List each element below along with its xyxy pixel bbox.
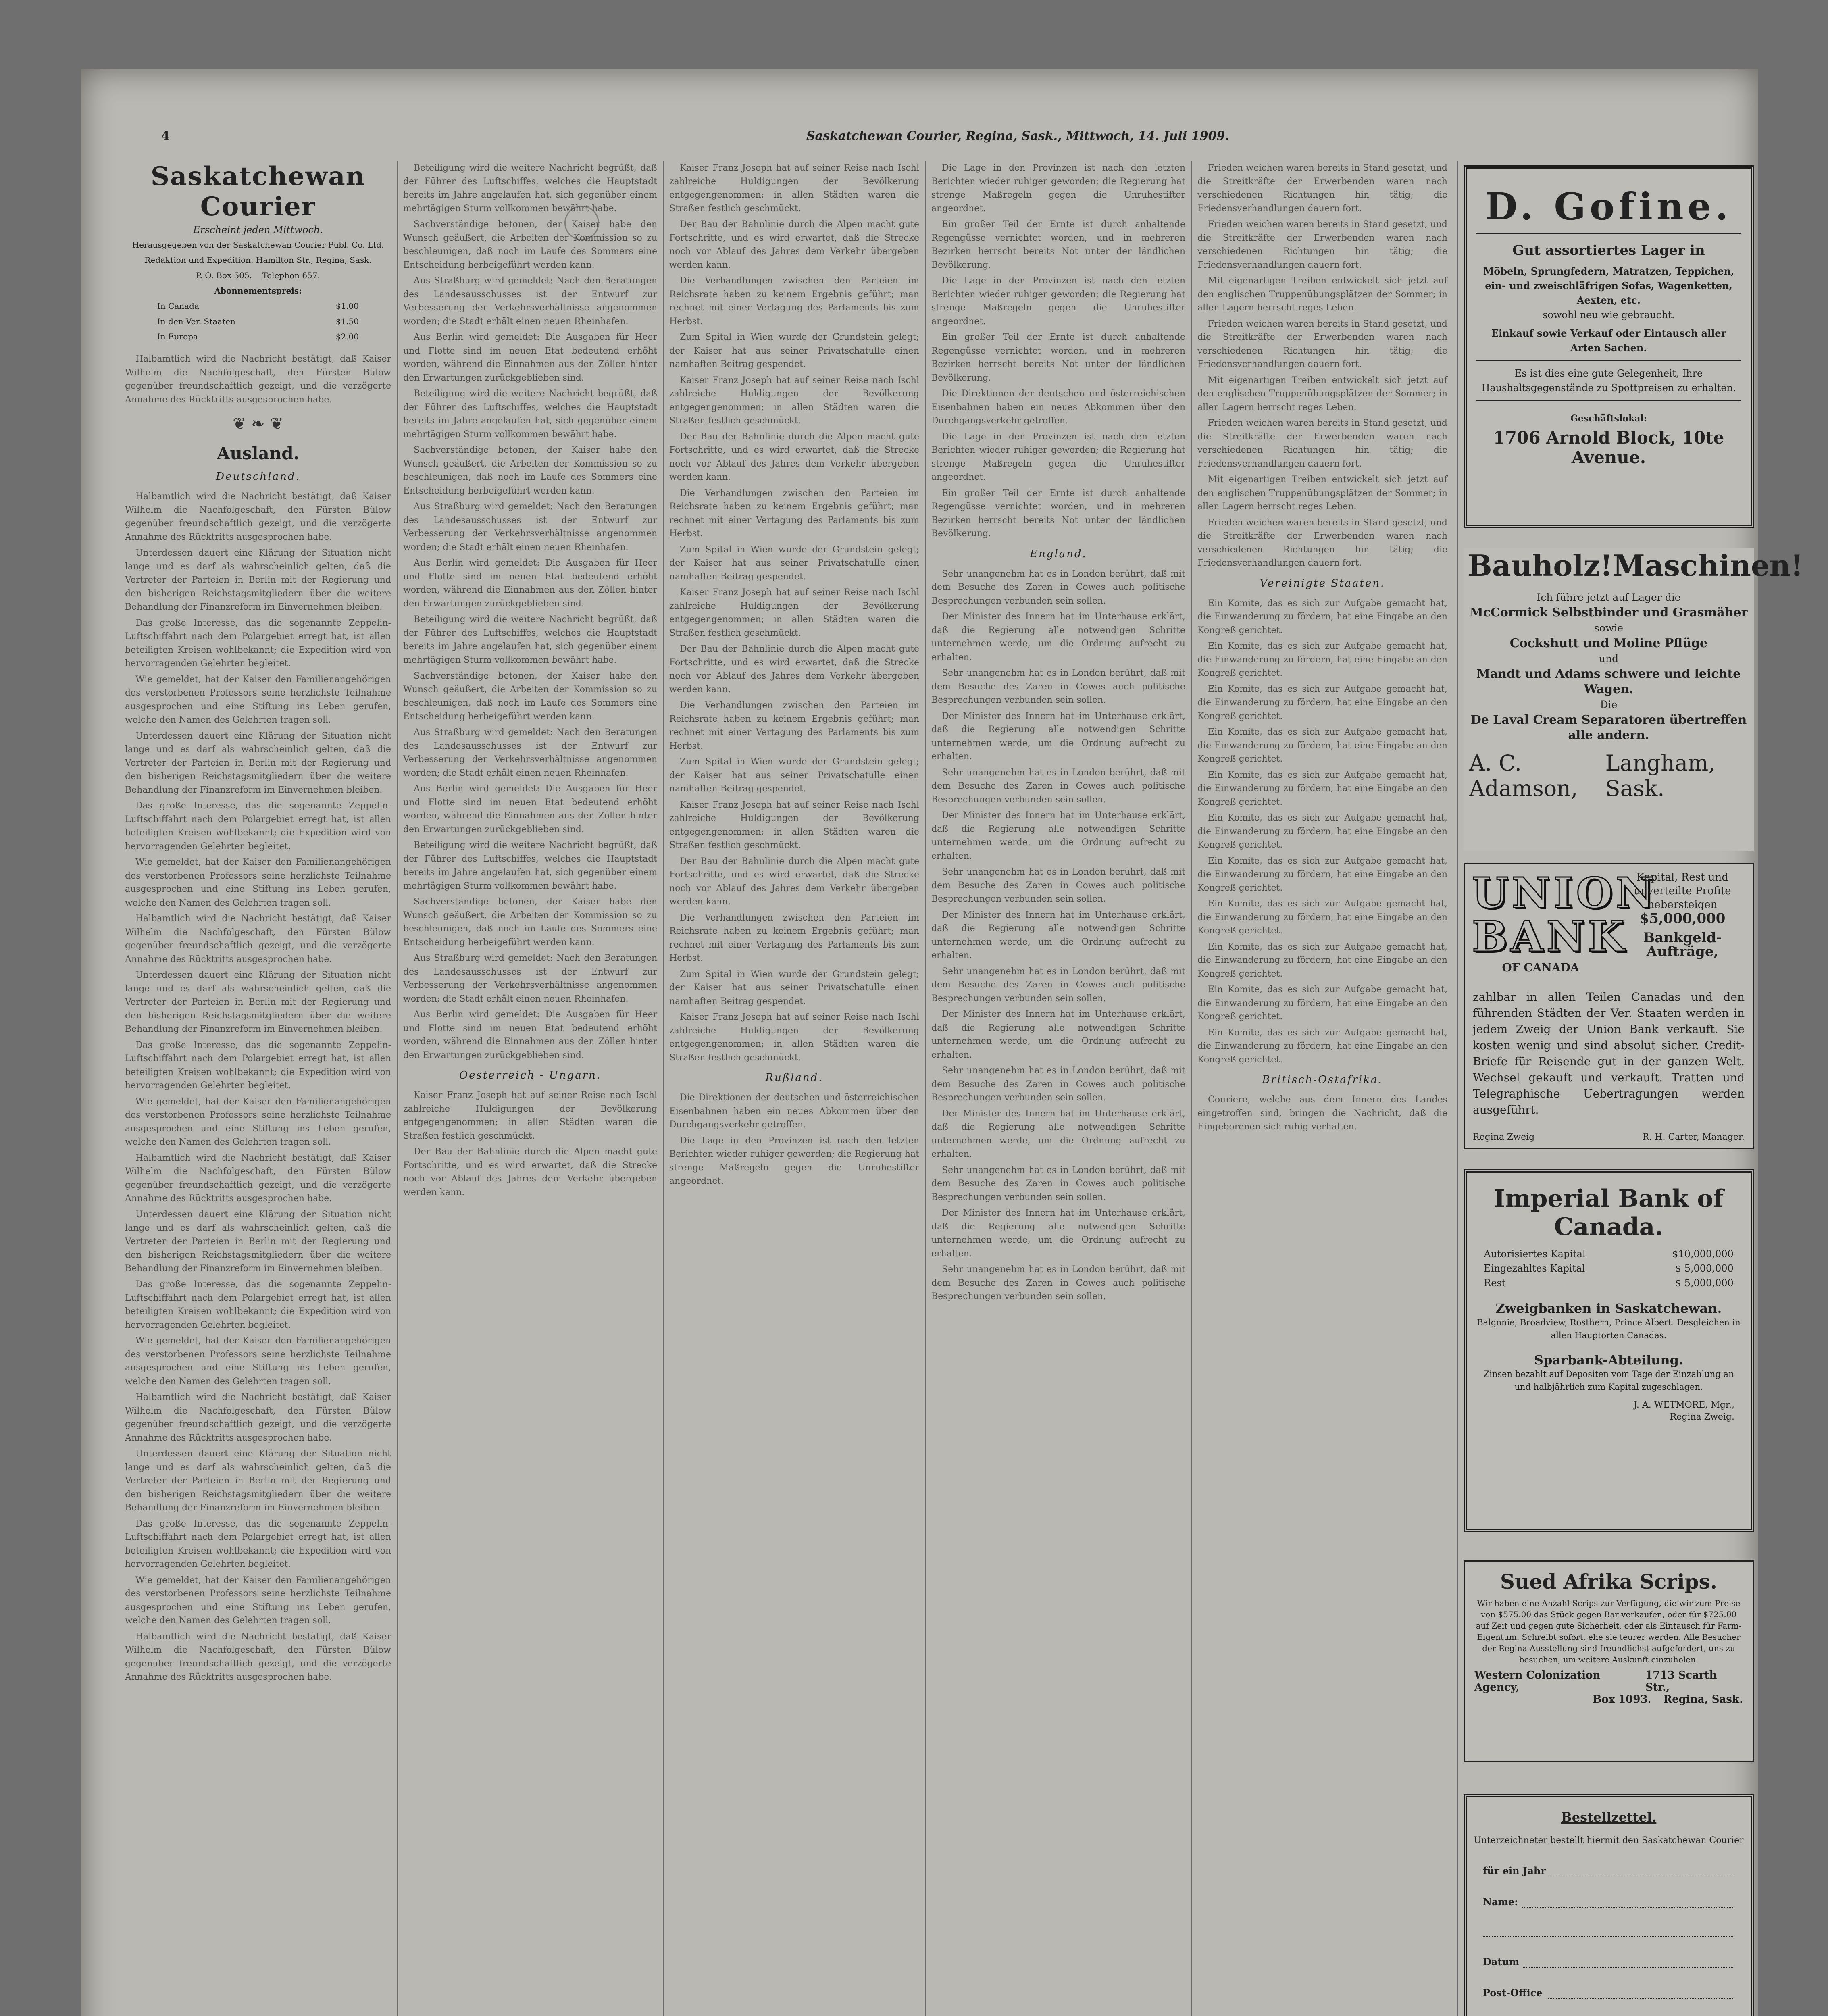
sued-address: 1713 Scarth Str., [1645, 1669, 1717, 1693]
article-paragraph: Sehr unangenehm hat es in London berührt, daß mit dem Besuche des Zaren in Cowes auch politische Besprechungen verbunden sein sollen. [931, 1165, 1185, 1202]
article-oesterreich [403, 1089, 657, 1199]
article-paragraph: Ein Komite, das es sich zur Aufgabe gemacht hat, die Einwanderung zu fördern, hat eine Eingabe an den Kongreß gerichtet. [1197, 899, 1447, 936]
union-bank-word: UNION [1472, 868, 1658, 918]
article-paragraph: Wie gemeldet, hat der Kaiser den Familienangehörigen des verstorbenen Professors seine herzlichste Teilnahme ausgesprochen und eine Stiftung ins Leben gerufen, welche den Namen des Gelehrten tragen soll. [125, 1336, 391, 1387]
table-row [1484, 1247, 1734, 1261]
article-paragraph: Sachverständige betonen, der Kaiser habe den Wunsch geäußert, die Arbeiten der Kommission so zu beschleunigen, daß noch im Laufe des Sommers eine Entscheidung herbeigeführt werden kann. [403, 445, 657, 496]
ad-bauholz-left: Bauholz! [1468, 548, 1613, 583]
imperial-savings: Zinsen bezahlt auf Depositen vom Tage der Einzahlung an und halbjährlich zum Kapital zugeschlagen. [1483, 1369, 1734, 1392]
bestellzettel-form [1464, 1794, 1754, 2016]
ad-gofine-note: Es ist dies eine gute Gelegenheit, Ihre Haushaltsgegenstände zu Spottpreisen zu erhalten. [1481, 368, 1736, 394]
article-paragraph: Der Minister des Innern hat im Unterhause erklärt, daß die Regierung alle notwendigen Schritte unternehmen werde, um die Ordnung aufrecht zu erhalten. [931, 612, 1185, 662]
article-paragraph: Kaiser Franz Joseph hat auf seiner Reise nach Ischl zahlreiche Huldigungen der Bevölkerung entgegengenommen; in allen Städten waren die Straßen festlich geschmückt. [669, 1012, 919, 1063]
article-paragraph: Ein Komite, das es sich zur Aufgabe gemacht hat, die Einwanderung zu fördern, hat eine Eingabe an den Kongreß gerichtet. [1197, 856, 1447, 893]
section-england: England. [1030, 548, 1087, 560]
bestell-intro: Unterzeichneter bestellt hiermit den Saskatchewan Courier [1474, 1835, 1744, 1845]
section-vereinigte-staaten: Vereinigte Staaten. [1260, 577, 1385, 589]
article-column-4 [931, 161, 1185, 541]
article-paragraph: Mit eigenartigen Treiben entwickelt sich jetzt auf den englischen Truppenübungsplätzen der Sommer; in allen Lagern herrscht reges Leben. [1197, 475, 1447, 512]
article-paragraph: Die Verhandlungen zwischen den Parteien im Reichsrate haben zu keinem Ergebnis geführt; man rechnet mit einer Vertagung des Parlaments bis zum Herbst. [669, 912, 919, 963]
bestell-title: Bestellzettel. [1561, 1810, 1657, 1825]
subscription-row [125, 315, 391, 327]
imperial-branches-title: Zweigbanken in Saskatchewan. [1495, 1301, 1722, 1316]
union-bank-heading: Bankgeld-Aufträge, [1643, 930, 1722, 960]
bestell-field-label: Datum [1483, 1956, 1520, 1968]
union-bank-signature [1473, 1132, 1745, 1142]
ad-union-bank [1464, 863, 1754, 1149]
bestell-field [1483, 1927, 1734, 1937]
article-paragraph: Das große Interesse, das die sogenannte Zeppelin-Luftschiffahrt nach dem Polargebiet erregt hat, ist allen beteiligten Kreisen wohlbekannt; die Expedition wird von hervorragenden Gelehrten begleitet. [125, 618, 391, 669]
column-rule [925, 161, 926, 2016]
article-column-2 [403, 161, 657, 1062]
article-paragraph: Sachverständige betonen, der Kaiser habe den Wunsch geäußert, die Arbeiten der Kommission so zu beschleunigen, daß noch im Laufe des Sommers eine Entscheidung herbeigeführt werden kann. [403, 897, 657, 948]
subscription-price: $2.00 [335, 332, 359, 342]
section-russland: Rußland. [765, 1072, 823, 1084]
subscription-region: In Canada [157, 301, 199, 311]
running-head [161, 129, 1677, 153]
article-paragraph: Das große Interesse, das die sogenannte Zeppelin-Luftschiffahrt nach dem Polargebiet erregt hat, ist allen beteiligten Kreisen wohlbekannt; die Expedition wird von hervorragenden Gelehrten begleitet. [125, 1040, 391, 1091]
newspaper-page [81, 69, 1803, 2016]
article-paragraph: Sachverständige betonen, der Kaiser habe den Wunsch geäußert, die Arbeiten der Kommission so zu beschleunigen, daß noch im Laufe des Sommers eine Entscheidung herbeigeführt werden kann. [403, 219, 657, 270]
article-england [931, 567, 1185, 1304]
article-paragraph: Ein Komite, das es sich zur Aufgabe gemacht hat, die Einwanderung zu fördern, hat eine Eingabe an den Kongreß gerichtet. [1197, 941, 1447, 979]
article-paragraph: Kaiser Franz Joseph hat auf seiner Reise nach Ischl zahlreiche Huldigungen der Bevölkerung entgegengenommen; in allen Städten waren die Straßen festlich geschmückt. [669, 800, 919, 850]
imperial-branches: Balgonie, Broadview, Rosthern, Prince Albert. Desgleichen in allen Hauptorten Canadas. [1477, 1318, 1741, 1340]
column-1 [125, 161, 391, 2016]
sued-body: Wir haben eine Anzahl Scrips zur Verfügung, die wir zum Preise von $575.00 das Stück gegen Bar verkaufen, oder für $725.00 auf Zeit und gegen gute Sicherheit, oder als Eintausch für Farm-Eigentum. Schreibt sofort, ehe sie teurer werden. Alle Besucher der Regina Ausstellung sind freundlichst aufgefordert, uns zu besuchen, um weitere Auskunft einzuholen. [1476, 1598, 1742, 1664]
article-paragraph: Das große Interesse, das die sogenannte Zeppelin-Luftschiffahrt nach dem Polargebiet erregt hat, ist allen beteiligten Kreisen wohlbekannt; die Expedition wird von hervorragenden Gelehrten begleitet. [125, 801, 391, 852]
ad-bauholz-line: Mandt und Adams schwere und leichte Wagen. [1476, 667, 1741, 696]
bestell-field-label: Name: [1483, 1896, 1518, 1908]
article-paragraph: Frieden weichen waren bereits in Stand gesetzt, und die Streitkräfte der Erwerbenden waren nach verschiedenen Richtungen hin tätig; die Friedensverhandlungen dauern fort. [1197, 319, 1447, 369]
imperial-row-label: Autorisiertes Kapital [1484, 1248, 1586, 1260]
article-paragraph: Ein Komite, das es sich zur Aufgabe gemacht hat, die Einwanderung zu fördern, hat eine Eingabe an den Kongreß gerichtet. [1197, 684, 1447, 721]
article-paragraph: Ein Komite, das es sich zur Aufgabe gemacht hat, die Einwanderung zu fördern, hat eine Eingabe an den Kongreß gerichtet. [1197, 641, 1447, 678]
article-paragraph: Halbamtlich wird die Nachricht bestätigt, daß Kaiser Wilhelm die Nachfolgeschaft, den Fürsten Bülow gegenüber freundschaftlich gezeigt, und die verzögerte Annahme des Rücktritts ausgesprochen habe. [125, 492, 391, 542]
article-paragraph: Zum Spital in Wien wurde der Grundstein gelegt; der Kaiser hat aus seiner Privatschatulle einen namhaften Beitrag gespendet. [669, 757, 919, 794]
masthead-title: Saskatchewan Courier [150, 161, 366, 222]
running-title: Saskatchewan Courier, Regina, Sask., Mittwoch, 14. Juli 1909. [806, 129, 1229, 143]
article-paragraph: Wie gemeldet, hat der Kaiser den Familienangehörigen des verstorbenen Professors seine herzlichste Teilnahme ausgesprochen und eine Stiftung ins Leben gerufen, welche den Namen des Gelehrten tragen soll. [125, 857, 391, 908]
article-paragraph: Ein großer Teil der Ernte ist durch anhaltende Regengüsse vernichtet worden, und in mehreren Bezirken herrscht bereits Not unter der ländlichen Bevölkerung. [931, 332, 1185, 383]
article-paragraph: Die Verhandlungen zwischen den Parteien im Reichsrate haben zu keinem Ergebnis geführt; man rechnet mit einer Vertagung des Parlaments bis zum Herbst. [669, 488, 919, 539]
section-ausland: Ausland. [217, 444, 300, 463]
article-paragraph: Sehr unangenehm hat es in London berührt, daß mit dem Besuche des Zaren in Cowes auch politische Besprechungen verbunden sein sollen. [931, 1066, 1185, 1103]
union-bank-of-canada: OF CANADA [1502, 961, 1579, 974]
bestell-field [1483, 1865, 1734, 1876]
masthead-office: Redaktion und Expedition: Hamilton Str., Regina, Sask. [144, 255, 372, 265]
article-paragraph: Beteiligung wird die weitere Nachricht begrüßt, daß der Führer des Luftschiffes, welches die Hauptstadt bereits im Jahre angelaufen hat, sich gegenüber einem mehrtägigen Sturm vollkommen bewährt habe. [403, 389, 657, 439]
ad-bauholz-line: De Laval Cream Separatoren übertreffen alle andern. [1470, 713, 1747, 742]
ad-gofine-extra: sowohl neu wie gebraucht. [1543, 309, 1675, 321]
article-paragraph: Couriere, welche aus dem Innern des Landes eingetroffen sind, bringen die Nachricht, daß die Eingeborenen sich ruhig verhalten. [1197, 1095, 1447, 1132]
ad-gofine-goods: Möbeln, Sprungfedern, Matratzen, Teppichen, ein- und zweischläfrigen Sofas, Wagenketten, Aexten, etc. [1483, 265, 1734, 306]
ad-bauholz-right: Maschinen! [1613, 548, 1803, 583]
ad-bauholz-line: Die [1600, 699, 1618, 710]
article-paragraph: Sehr unangenehm hat es in London berührt, daß mit dem Besuche des Zaren in Cowes auch politische Besprechungen verbunden sein sollen. [931, 668, 1185, 705]
ad-bauholz-dealer: A. C. Adamson, [1469, 750, 1578, 801]
article-paragraph: Aus Straßburg wird gemeldet: Nach den Beratungen des Landesausschusses ist der Entwurf zur Verbesserung der Verkehrsverhältnisse angenommen worden; die Stadt erhält einen neuen Rheinhafen. [403, 953, 657, 1004]
bestell-field-line[interactable] [1522, 1898, 1734, 1908]
ad-bauholz-line: Cockshutt und Moline Pflüge [1509, 636, 1708, 650]
imperial-manager: J. A. WETMORE, Mgr., [1633, 1400, 1734, 1410]
bestell-field [1483, 1956, 1734, 1968]
ad-gofine-address: 1706 Arnold Block, 10te Avenue. [1493, 428, 1724, 467]
article-paragraph: Das große Interesse, das die sogenannte Zeppelin-Luftschiffahrt nach dem Polargebiet erregt hat, ist allen beteiligten Kreisen wohlbekannt; die Expedition wird von hervorragenden Gelehrten begleitet. [125, 1279, 391, 1330]
union-bank-capital: Kapital, Rest und unverteilte Profite nebersteigen [1634, 871, 1731, 911]
ad-gofine [1464, 165, 1754, 528]
article-paragraph: Die Direktionen der deutschen und österreichischen Eisenbahnen haben ein neues Abkommen über den Durchgangsverkehr getroffen. [669, 1093, 919, 1130]
subscription-row [125, 300, 391, 312]
po-box: P. O. Box 505. [196, 271, 252, 280]
union-bank-logo [1472, 868, 1658, 974]
column-rule [397, 161, 398, 2016]
imperial-savings-title: Sparbank-Abteilung. [1534, 1352, 1684, 1368]
article-paragraph: Sehr unangenehm hat es in London berührt, daß mit dem Besuche des Zaren in Cowes auch politische Besprechungen verbunden sein sollen. [931, 569, 1185, 606]
bestell-field [1483, 1896, 1734, 1908]
article-paragraph: Frieden weichen waren bereits in Stand gesetzt, und die Streitkräfte der Erwerbenden waren nach verschiedenen Richtungen hin tätig; die Friedensverhandlungen dauern fort. [1197, 163, 1447, 214]
article-paragraph: Sehr unangenehm hat es in London berührt, daß mit dem Besuche des Zaren in Cowes auch politische Besprechungen verbunden sein sollen. [931, 966, 1185, 1004]
article-paragraph: Mit eigenartigen Treiben entwickelt sich jetzt auf den englischen Truppenübungsplätzen der Sommer; in allen Lagern herrscht reges Leben. [1197, 276, 1447, 313]
article-paragraph: Der Minister des Innern hat im Unterhause erklärt, daß die Regierung alle notwendigen Schritte unternehmen werde, um die Ordnung aufrecht zu erhalten. [931, 1009, 1185, 1060]
article-paragraph: Halbamtlich wird die Nachricht bestätigt, daß Kaiser Wilhelm die Nachfolgeschaft, den Fürsten Bülow gegenüber freundschaftlich gezeigt, und die verzögerte Annahme des Rücktritts ausgesprochen habe. [125, 1631, 391, 1682]
article-paragraph: Sachverständige betonen, der Kaiser habe den Wunsch geäußert, die Arbeiten der Kommission so zu beschleunigen, daß noch im Laufe des Sommers eine Entscheidung herbeigeführt werden kann. [403, 671, 657, 722]
article-paragraph: Frieden weichen waren bereits in Stand gesetzt, und die Streitkräfte der Erwerbenden waren nach verschiedenen Richtungen hin tätig; die Friedensverhandlungen dauern fort. [1197, 219, 1447, 270]
article-paragraph: Kaiser Franz Joseph hat auf seiner Reise nach Ischl zahlreiche Huldigungen der Bevölkerung entgegengenommen; in allen Städten waren die Straßen festlich geschmückt. [669, 587, 919, 638]
article-paragraph: Der Bau der Bahnlinie durch die Alpen macht gute Fortschritte, und es wird erwartet, daß die Strecke noch vor Ablauf des Jahres dem Verkehr übergeben werden kann. [669, 856, 919, 907]
ad-gofine-office-label: Geschäftslokal: [1570, 413, 1647, 424]
table-row [1484, 1261, 1734, 1276]
article-paragraph: Aus Straßburg wird gemeldet: Nach den Beratungen des Landesausschusses ist der Entwurf zur Verbesserung der Verkehrsverhältnisse angenommen worden; die Stadt erhält einen neuen Rheinhafen. [403, 276, 657, 327]
imperial-row-amount: $10,000,000 [1672, 1248, 1734, 1260]
table-row [1484, 1276, 1734, 1290]
article-paragraph: Wie gemeldet, hat der Kaiser den Familienangehörigen des verstorbenen Professors seine herzlichste Teilnahme ausgesprochen und eine Stiftung ins Leben gerufen, welche den Namen des Gelehrten tragen soll. [125, 1575, 391, 1626]
article-paragraph: Halbamtlich wird die Nachricht bestätigt, daß Kaiser Wilhelm die Nachfolgeschaft, den Fürsten Bülow gegenüber freundschaftlich gezeigt, und die verzögerte Annahme des Rücktritts ausgesprochen habe. [125, 914, 391, 964]
ornament-divider: ❦ ❧ ❦ [233, 414, 283, 433]
union-bank-branch: Regina Zweig [1473, 1132, 1535, 1142]
union-bank-manager: R. H. Carter, Manager. [1642, 1132, 1745, 1142]
article-paragraph: Beteiligung wird die weitere Nachricht begrüßt, daß der Führer des Luftschiffes, welches die Hauptstadt bereits im Jahre angelaufen hat, sich gegenüber einem mehrtägigen Sturm vollkommen bewährt habe. [403, 840, 657, 891]
article-paragraph: Ein Komite, das es sich zur Aufgabe gemacht hat, die Einwanderung zu fördern, hat eine Eingabe an den Kongreß gerichtet. [1197, 598, 1447, 635]
ad-bauholz-headline [1464, 548, 1803, 583]
imperial-row-label: Eingezahltes Kapital [1484, 1263, 1585, 1274]
article-paragraph: Unterdessen dauert eine Klärung der Situation nicht lange und es darf als wahrscheinlich gelten, daß die Vertreter der Parteien in Berlin mit der Regierung und den bisherigen Reichstagsmitgliedern über die weitere Behandlung der Finanzreform im Einvernehmen bleiben. [125, 1209, 391, 1274]
article-paragraph: Die Verhandlungen zwischen den Parteien im Reichsrate haben zu keinem Ergebnis geführt; man rechnet mit einer Vertagung des Parlaments bis zum Herbst. [669, 276, 919, 327]
bestell-field-line[interactable] [1523, 1958, 1734, 1968]
imperial-capital-table [1484, 1247, 1734, 1290]
article-paragraph: Zum Spital in Wien wurde der Grundstein gelegt; der Kaiser hat aus seiner Privatschatulle einen namhaften Beitrag gespendet. [669, 332, 919, 369]
bestell-field-label: Post-Office [1483, 1987, 1543, 1999]
article-paragraph: Halbamtlich wird die Nachricht bestätigt, daß Kaiser Wilhelm die Nachfolgeschaft, den Fürsten Bülow gegenüber freundschaftlich gezeigt, und die verzögerte Annahme des Rücktritts ausgesprochen habe. [125, 1392, 391, 1443]
column-4 [931, 161, 1185, 2016]
sued-company-line [1465, 1665, 1753, 1693]
article-paragraph: Beteiligung wird die weitere Nachricht begrüßt, daß der Führer des Luftschiffes, welches die Hauptstadt bereits im Jahre angelaufen hat, sich gegenüber einem mehrtägigen Sturm vollkommen bewährt habe. [403, 163, 657, 214]
article-paragraph: Ein Komite, das es sich zur Aufgabe gemacht hat, die Einwanderung zu fördern, hat eine Eingabe an den Kongreß gerichtet. [1197, 727, 1447, 764]
imperial-row-amount: $ 5,000,000 [1675, 1263, 1734, 1274]
article-paragraph: Kaiser Franz Joseph hat auf seiner Reise nach Ischl zahlreiche Huldigungen der Bevölkerung entgegengenommen; in allen Städten waren die Straßen festlich geschmückt. [669, 163, 919, 214]
article-paragraph: Sehr unangenehm hat es in London berührt, daß mit dem Besuche des Zaren in Cowes auch politische Besprechungen verbunden sein sollen. [931, 1264, 1185, 1302]
union-bank-body: zahlbar in allen Teilen Canadas und den führenden Städten der Ver. Staaten werden in jedem Zweig der Union Bank verkauft. Sie kosten wenig und sind absolut sicher. Credit-Briefe für Reisende gut in der ganzen Welt. Wechsel gekauft und verkauft. Tratten und Telegraphische Uebertragungen werden ausgeführt. [1473, 990, 1745, 1116]
subscription-region: In den Ver. Staaten [157, 317, 235, 326]
article-paragraph: Die Verhandlungen zwischen den Parteien im Reichsrate haben zu keinem Ergebnis geführt; man rechnet mit einer Vertagung des Parlaments bis zum Herbst. [669, 700, 919, 751]
article-paragraph: Ein großer Teil der Ernte ist durch anhaltende Regengüsse vernichtet worden, und in mehreren Bezirken herrscht bereits Not unter der ländlichen Bevölkerung. [931, 488, 1185, 539]
column-6-ads [1464, 161, 1803, 2016]
article-column-3 [669, 161, 919, 1064]
article-paragraph: Kaiser Franz Joseph hat auf seiner Reise nach Ischl zahlreiche Huldigungen der Bevölkerung entgegengenommen; in allen Städten waren die Straßen festlich geschmückt. [403, 1090, 657, 1141]
column-rule [1191, 161, 1192, 2016]
article-paragraph: Die Direktionen der deutschen und österreichischen Eisenbahnen haben ein neues Abkommen über den Durchgangsverkehr getroffen. [931, 389, 1185, 426]
article-paragraph: Der Bau der Bahnlinie durch die Alpen macht gute Fortschritte, und es wird erwartet, daß die Strecke noch vor Ablauf des Jahres dem Verkehr übergeben werden kann. [669, 219, 919, 270]
article-paragraph: Die Lage in den Provinzen ist nach den letzten Berichten wieder ruhiger geworden; die Regierung hat strenge Maßregeln gegen die Unruhestifter angeordnet. [931, 276, 1185, 327]
ad-gofine-name: D. Gofine. [1485, 185, 1732, 228]
column-rule [663, 161, 664, 2016]
union-bank-word: BANK [1472, 912, 1628, 961]
masthead-subtitle: Erscheint jeden Mittwoch. [193, 224, 323, 235]
article-deutschland [125, 490, 391, 1684]
bestell-field-line[interactable] [1547, 1989, 1734, 1999]
article-paragraph: Die Lage in den Provinzen ist nach den letzten Berichten wieder ruhiger geworden; die Regierung hat strenge Maßregeln gegen die Unruhestifter angeordnet. [931, 431, 1185, 482]
article-paragraph: Halbamtlich wird die Nachricht bestätigt, daß Kaiser Wilhelm die Nachfolgeschaft, den Fürsten Bülow gegenüber freundschaftlich gezeigt, und die verzögerte Annahme des Rücktritts ausgesprochen habe. [125, 354, 391, 405]
article-paragraph: Ein Komite, das es sich zur Aufgabe gemacht hat, die Einwanderung zu fördern, hat eine Eingabe an den Kongreß gerichtet. [1197, 813, 1447, 850]
imperial-row-label: Rest [1484, 1277, 1506, 1289]
masthead-notes [125, 352, 391, 406]
article-paragraph: Unterdessen dauert eine Klärung der Situation nicht lange und es darf als wahrscheinlich gelten, daß die Vertreter der Parteien in Berlin mit der Regierung und den bisherigen Reichstagsmitgliedern über die weitere Behandlung der Finanzreform im Einvernehmen bleiben. [125, 548, 391, 612]
union-bank-capital-block [1618, 871, 1747, 958]
ad-imperial-bank [1464, 1169, 1754, 1532]
column-rule [1457, 161, 1458, 2016]
article-paragraph: Kaiser Franz Joseph hat auf seiner Reise nach Ischl zahlreiche Huldigungen der Bevölkerung entgegengenommen; in allen Städten waren die Straßen festlich geschmückt. [669, 375, 919, 426]
article-vereinigte-staaten [1197, 597, 1447, 1067]
article-paragraph: Halbamtlich wird die Nachricht bestätigt, daß Kaiser Wilhelm die Nachfolgeschaft, den Fürsten Bülow gegenüber freundschaftlich gezeigt, und die verzögerte Annahme des Rücktritts ausgesprochen habe. [125, 1153, 391, 1204]
sued-box-line [1465, 1693, 1753, 1706]
subscription-region: In Europa [157, 332, 198, 342]
sued-city: Regina, Sask. [1663, 1693, 1743, 1706]
page-number: 4 [161, 129, 170, 143]
section-deutschland: Deutschland. [216, 471, 300, 483]
article-paragraph: Frieden weichen waren bereits in Stand gesetzt, und die Streitkräfte der Erwerbenden waren nach verschiedenen Richtungen hin tätig; die Friedensverhandlungen dauern fort. [1197, 517, 1447, 568]
divider [1476, 400, 1741, 401]
article-paragraph: Aus Berlin wird gemeldet: Die Ausgaben für Heer und Flotte sind im neuen Etat bedeutend erhöht worden, während die Einnahmen aus den Zöllen hinter den Erwartungen zurückgeblieben sind. [403, 558, 657, 609]
article-paragraph: Der Minister des Innern hat im Unterhause erklärt, daß die Regierung alle notwendigen Schritte unternehmen werde, um die Ordnung aufrecht zu erhalten. [931, 1108, 1185, 1159]
article-paragraph: Aus Straßburg wird gemeldet: Nach den Beratungen des Landesausschusses ist der Entwurf zur Verbesserung der Verkehrsverhältnisse angenommen worden; die Stadt erhält einen neuen Rheinhafen. [403, 502, 657, 552]
article-paragraph: Ein Komite, das es sich zur Aufgabe gemacht hat, die Einwanderung zu fördern, hat eine Eingabe an den Kongreß gerichtet. [1197, 985, 1447, 1022]
article-paragraph: Aus Berlin wird gemeldet: Die Ausgaben für Heer und Flotte sind im neuen Etat bedeutend erhöht worden, während die Einnahmen aus den Zöllen hinter den Erwartungen zurückgeblieben sind. [403, 1010, 657, 1060]
sued-company: Western Colonization Agency, [1474, 1669, 1601, 1693]
ad-gofine-tagline: Gut assortiertes Lager in [1512, 242, 1705, 258]
article-paragraph: Sehr unangenehm hat es in London berührt, daß mit dem Besuche des Zaren in Cowes auch politische Besprechungen verbunden sein sollen. [931, 767, 1185, 805]
imperial-branch: Regina Zweig. [1670, 1412, 1734, 1422]
ad-bauholz-line: McCormick Selbstbinder und Grasmäher [1470, 606, 1748, 620]
article-paragraph: Zum Spital in Wien wurde der Grundstein gelegt; der Kaiser hat aus seiner Privatschatulle einen namhaften Beitrag gespendet. [669, 969, 919, 1006]
article-paragraph: Aus Berlin wird gemeldet: Die Ausgaben für Heer und Flotte sind im neuen Etat bedeutend erhöht worden, während die Einnahmen aus den Zöllen hinter den Erwartungen zurückgeblieben sind. [403, 332, 657, 383]
section-britisch-ostafrika: Britisch-Ostafrika. [1262, 1074, 1383, 1086]
divider [1476, 360, 1741, 361]
article-paragraph: Mit eigenartigen Treiben entwickelt sich jetzt auf den englischen Truppenübungsplätzen der Sommer; in allen Lagern herrscht reges Leben. [1197, 375, 1447, 412]
ad-bauholz-line: sowie [1594, 622, 1624, 634]
article-column-5 [1197, 161, 1447, 570]
article-paragraph: Wie gemeldet, hat der Kaiser den Familienangehörigen des verstorbenen Professors seine herzlichste Teilnahme ausgesprochen und eine Stiftung ins Leben gerufen, welche den Namen des Gelehrten tragen soll. [125, 1096, 391, 1147]
article-paragraph: Aus Berlin wird gemeldet: Die Ausgaben für Heer und Flotte sind im neuen Etat bedeutend erhöht worden, während die Einnahmen aus den Zöllen hinter den Erwartungen zurückgeblieben sind. [403, 784, 657, 835]
bestell-field [1483, 1987, 1734, 1999]
article-paragraph: Beteiligung wird die weitere Nachricht begrüßt, daß der Führer des Luftschiffes, welches die Hauptstadt bereits im Jahre angelaufen hat, sich gegenüber einem mehrtägigen Sturm vollkommen bewährt habe. [403, 614, 657, 665]
ad-bauholz-place: Langham, Sask. [1605, 750, 1716, 801]
article-paragraph: Ein großer Teil der Ernte ist durch anhaltende Regengüsse vernichtet worden, und in mehreren Bezirken herrscht bereits Not unter der ländlichen Bevölkerung. [931, 219, 1185, 270]
article-paragraph: Unterdessen dauert eine Klärung der Situation nicht lange und es darf als wahrscheinlich gelten, daß die Vertreter der Parteien in Berlin mit der Regierung und den bisherigen Reichstagsmitgliedern über die weitere Behandlung der Finanzreform im Einvernehmen bleiben. [125, 731, 391, 795]
article-paragraph: Das große Interesse, das die sogenannte Zeppelin-Luftschiffahrt nach dem Polargebiet erregt hat, ist allen beteiligten Kreisen wohlbekannt; die Expedition wird von hervorragenden Gelehrten begleitet. [125, 1518, 391, 1569]
subscription-price: $1.50 [335, 317, 359, 326]
imperial-title: Imperial Bank of Canada. [1493, 1185, 1724, 1241]
ad-sued-afrika [1464, 1560, 1754, 1762]
article-paragraph: Der Minister des Innern hat im Unterhause erklärt, daß die Regierung alle notwendigen Schritte unternehmen werde, um die Ordnung aufrecht zu erhalten. [931, 711, 1185, 762]
column-3 [669, 161, 919, 2016]
article-paragraph: Der Minister des Innern hat im Unterhause erklärt, daß die Regierung alle notwendigen Schritte unternehmen werde, um die Ordnung aufrecht zu erhalten. [931, 1208, 1185, 1259]
article-paragraph: Der Bau der Bahnlinie durch die Alpen macht gute Fortschritte, und es wird erwartet, daß die Strecke noch vor Ablauf des Jahres dem Verkehr übergeben werden kann. [669, 431, 919, 482]
article-paragraph: Unterdessen dauert eine Klärung der Situation nicht lange und es darf als wahrscheinlich gelten, daß die Vertreter der Parteien in Berlin mit der Regierung und den bisherigen Reichstagsmitgliedern über die weitere Behandlung der Finanzreform im Einvernehmen bleiben. [125, 970, 391, 1034]
imperial-row-amount: $ 5,000,000 [1675, 1277, 1734, 1289]
article-paragraph: Sehr unangenehm hat es in London berührt, daß mit dem Besuche des Zaren in Cowes auch politische Besprechungen verbunden sein sollen. [931, 867, 1185, 904]
subscription-price: $1.00 [335, 301, 359, 311]
subscriptions-label: Abonnementspreis: [214, 286, 302, 296]
bestell-field-line[interactable] [1483, 1927, 1734, 1937]
ad-bauholz-line: Ich führe jetzt auf Lager die [1537, 591, 1681, 603]
union-bank-amount: $5,000,000 [1639, 910, 1726, 927]
column-2 [403, 161, 657, 2016]
article-paragraph: Die Lage in den Provinzen ist nach den letzten Berichten wieder ruhiger geworden; die Regierung hat strenge Maßregeln gegen die Unruhestifter angeordnet. [669, 1135, 919, 1186]
article-paragraph: Die Lage in den Provinzen ist nach den letzten Berichten wieder ruhiger geworden; die Regierung hat strenge Maßregeln gegen die Unruhestifter angeordnet. [931, 163, 1185, 214]
article-paragraph: Ein Komite, das es sich zur Aufgabe gemacht hat, die Einwanderung zu fördern, hat eine Eingabe an den Kongreß gerichtet. [1197, 1027, 1447, 1065]
phone: Telephon 657. [262, 271, 320, 280]
masthead-contact [125, 269, 391, 281]
ad-gofine-service: Einkauf sowie Verkauf oder Eintausch aller Arten Sachen. [1491, 327, 1726, 354]
article-paragraph: Der Minister des Innern hat im Unterhause erklärt, daß die Regierung alle notwendigen Schritte unternehmen werde, um die Ordnung aufrecht zu erhalten. [931, 810, 1185, 861]
article-paragraph: Der Minister des Innern hat im Unterhause erklärt, daß die Regierung alle notwendigen Schritte unternehmen werde, um die Ordnung aufrecht zu erhalten. [931, 910, 1185, 960]
article-russland [669, 1091, 919, 1188]
ad-bauholz [1464, 548, 1803, 851]
article-britisch-ostafrika [1197, 1093, 1447, 1134]
ad-bauholz-footer [1464, 750, 1754, 801]
masthead [125, 161, 391, 343]
subscription-row [125, 331, 391, 343]
article-paragraph: Frieden weichen waren bereits in Stand gesetzt, und die Streitkräfte der Erwerbenden waren nach verschiedenen Richtungen hin tätig; die Friedensverhandlungen dauern fort. [1197, 418, 1447, 469]
article-paragraph: Ein Komite, das es sich zur Aufgabe gemacht hat, die Einwanderung zu fördern, hat eine Eingabe an den Kongreß gerichtet. [1197, 770, 1447, 807]
bestell-field-label: für ein Jahr [1483, 1865, 1546, 1876]
article-paragraph: Aus Straßburg wird gemeldet: Nach den Beratungen des Landesausschusses ist der Entwurf zur Verbesserung der Verkehrsverhältnisse angenommen worden; die Stadt erhält einen neuen Rheinhafen. [403, 727, 657, 778]
masthead-publisher: Herausgegeben von der Saskatchewan Courier Publ. Co. Ltd. [132, 240, 384, 250]
divider [1476, 233, 1741, 234]
article-paragraph: Der Bau der Bahnlinie durch die Alpen macht gute Fortschritte, und es wird erwartet, daß die Strecke noch vor Ablauf des Jahres dem Verkehr übergeben werden kann. [669, 644, 919, 695]
article-paragraph: Der Bau der Bahnlinie durch die Alpen macht gute Fortschritte, und es wird erwartet, daß die Strecke noch vor Ablauf des Jahres dem Verkehr übergeben werden kann. [403, 1147, 657, 1198]
column-5 [1197, 161, 1447, 2016]
sued-title: Sued Afrika Scrips. [1500, 1570, 1718, 1593]
section-oesterreich: Oesterreich - Ungarn. [459, 1069, 602, 1081]
ad-bauholz-line: und [1599, 653, 1619, 664]
article-paragraph: Zum Spital in Wien wurde der Grundstein gelegt; der Kaiser hat aus seiner Privatschatulle einen namhaften Beitrag gespendet. [669, 544, 919, 582]
bestell-field-line[interactable] [1550, 1867, 1734, 1876]
article-paragraph: Unterdessen dauert eine Klärung der Situation nicht lange und es darf als wahrscheinlich gelten, daß die Vertreter der Parteien in Berlin mit der Regierung und den bisherigen Reichstagsmitgliedern über die weitere Behandlung der Finanzreform im Einvernehmen bleiben. [125, 1449, 391, 1513]
sued-box: Box 1093. [1593, 1693, 1651, 1706]
article-paragraph: Wie gemeldet, hat der Kaiser den Familienangehörigen des verstorbenen Professors seine herzlichste Teilnahme ausgesprochen und eine Stiftung ins Leben gerufen, welche den Namen des Gelehrten tragen soll. [125, 674, 391, 725]
